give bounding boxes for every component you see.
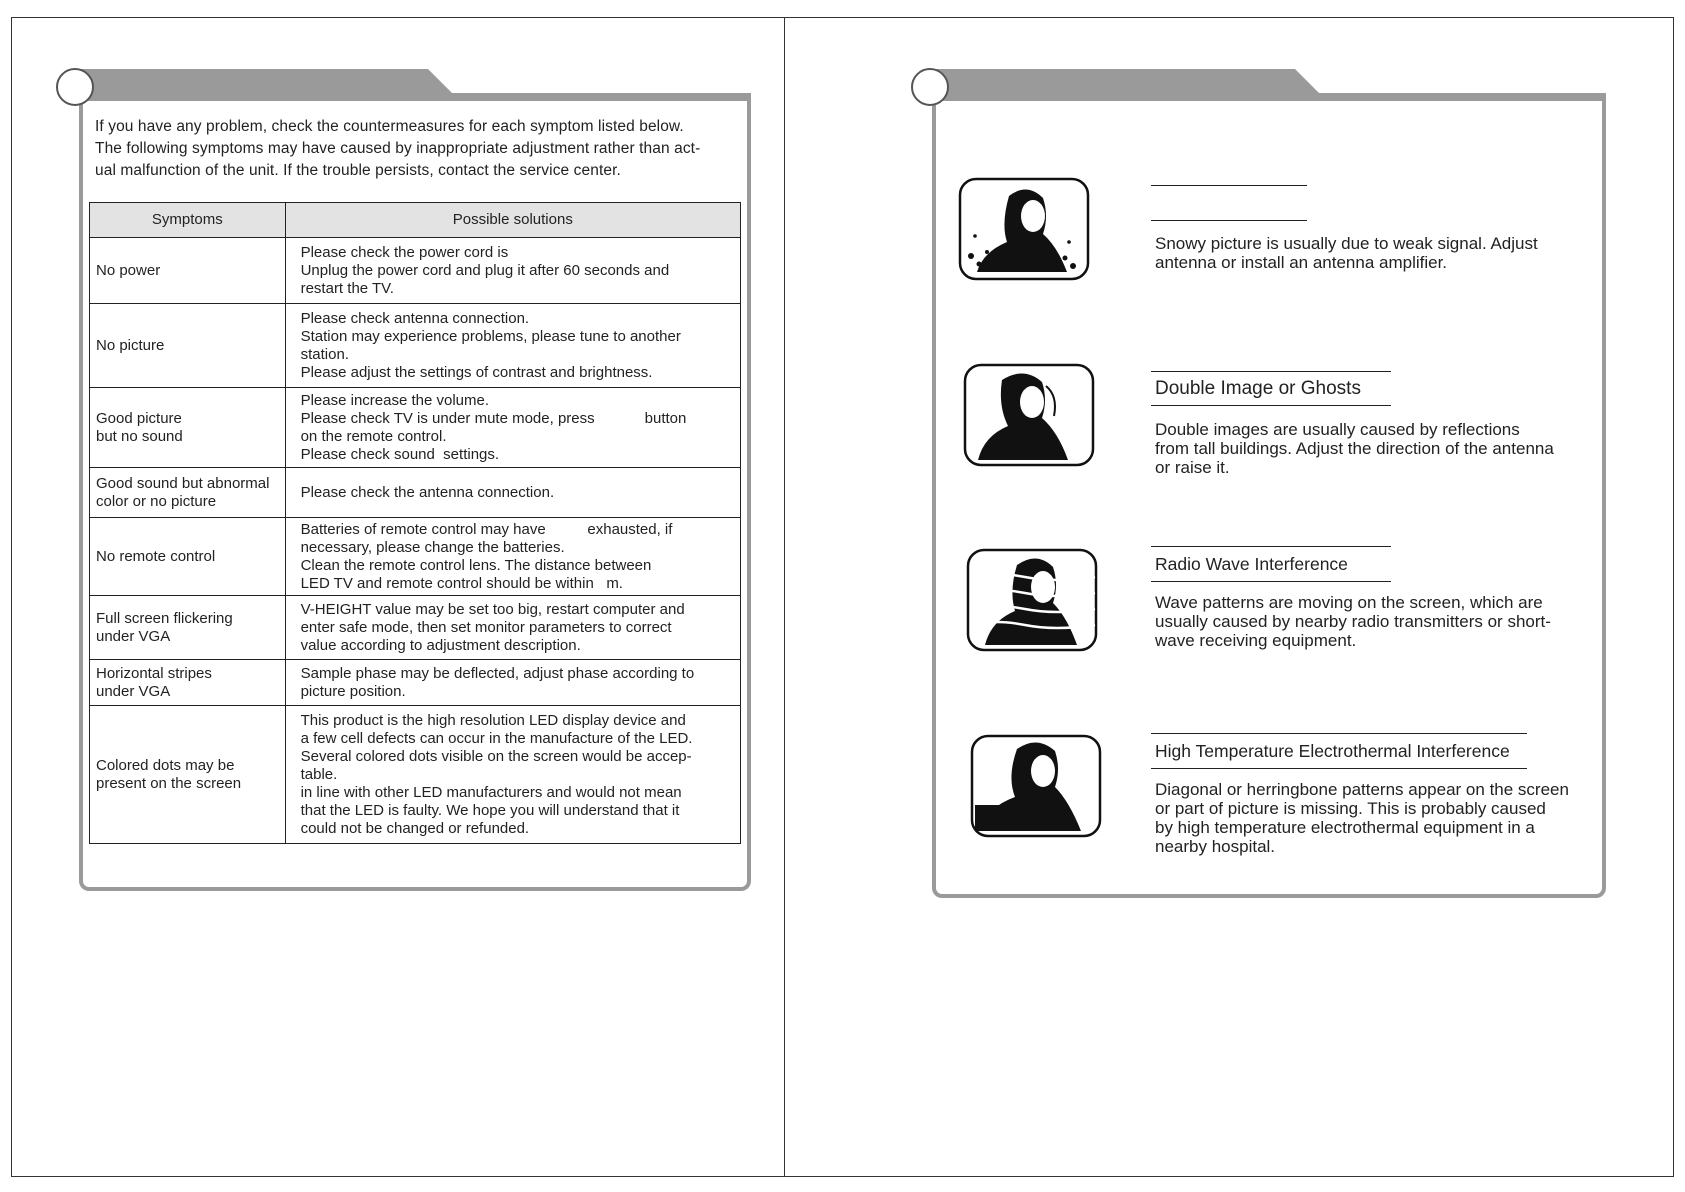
solution-line: Please adjust the settings of contrast and brightness. — [300, 363, 653, 381]
symptom-line: under VGA — [96, 682, 171, 700]
item2-title: Double Image or Ghosts — [1155, 378, 1361, 399]
description-line: or raise it. — [1155, 458, 1230, 477]
solution-line: that the LED is faulty. We hope you will understand that it — [300, 801, 680, 819]
solution-cell — [285, 304, 740, 388]
solution-cell — [285, 596, 740, 660]
solution-line: Sample phase may be deflected, adjust phase according to — [300, 664, 695, 682]
symptom-line: color or no picture — [96, 492, 217, 510]
solution-cell — [285, 518, 740, 596]
solution-line: Clean the remote control lens. The distance between — [300, 556, 652, 574]
solution-line: V-HEIGHT value may be set too big, restart computer and — [300, 600, 685, 618]
table-row — [90, 706, 741, 844]
solution-line: Several colored dots visible on the screen would be accep- — [300, 747, 692, 765]
table-row — [90, 468, 741, 518]
solution-line: Please check antenna connection. — [300, 309, 530, 327]
description-line: Wave patterns are moving on the screen, which are — [1155, 593, 1543, 612]
tv-snowy-picture-icon — [957, 176, 1091, 282]
solution-line: value according to adjustment description. — [300, 636, 581, 654]
solution-cell — [285, 706, 740, 844]
symptom-line: Full screen flickering — [96, 609, 233, 627]
description-line: nearby hospital. — [1155, 837, 1276, 856]
solution-line: could not be changed or refunded. — [300, 819, 530, 837]
symptom-cell — [90, 388, 286, 468]
symptom-line: No power — [96, 261, 161, 279]
header-solutions: Possible solutions — [285, 203, 740, 238]
description-line: wave receiving equipment. — [1155, 631, 1357, 650]
item1-rule-bottom — [1151, 220, 1307, 221]
description-line: usually caused by nearby radio transmitters or short- — [1155, 612, 1551, 631]
item4-rule-top — [1151, 733, 1527, 734]
solution-cell — [285, 468, 740, 518]
item1-description — [1155, 234, 1538, 272]
description-line: Double images are usually caused by reflections — [1155, 420, 1520, 439]
item3-rule-top — [1151, 546, 1391, 547]
tv-electrothermal-icon — [969, 733, 1103, 839]
item4-rule-bottom — [1151, 768, 1527, 769]
right-section-circle-icon — [911, 68, 949, 106]
item4-title: High Temperature Electrothermal Interference — [1155, 741, 1510, 761]
solution-line: Please check sound settings. — [300, 445, 500, 463]
symptom-line: but no sound — [96, 427, 183, 445]
item3-rule-bottom — [1151, 581, 1391, 582]
symptom-cell — [90, 468, 286, 518]
intro-text — [95, 116, 755, 182]
troubleshooting-table — [89, 202, 741, 844]
item2-rule-top — [1151, 371, 1391, 372]
table-row — [90, 518, 741, 596]
symptom-cell — [90, 518, 286, 596]
symptom-line: under VGA — [96, 627, 171, 645]
solution-line: LED TV and remote control should be within m. — [300, 574, 623, 592]
description-line: or part of picture is missing. This is probably caused — [1155, 799, 1546, 818]
solution-line: Please check TV is under mute mode, press button — [300, 409, 687, 427]
solution-line: enter safe mode, then set monitor parameters to correct — [300, 618, 672, 636]
symptom-line: Good picture — [96, 409, 182, 427]
symptom-line: No picture — [96, 336, 165, 354]
solution-line: Please check the power cord is — [300, 243, 509, 261]
intro-line: The following symptoms may have caused by inappropriate adjustment rather than act- — [95, 140, 701, 157]
solution-line: Station may experience problems, please tune to another — [300, 327, 681, 345]
symptom-cell — [90, 660, 286, 706]
description-line: antenna or install an antenna amplifier. — [1155, 253, 1448, 272]
table-row — [90, 596, 741, 660]
symptom-line: Colored dots may be — [96, 756, 235, 774]
symptom-line: No remote control — [96, 547, 216, 565]
intro-line: If you have any problem, check the countermeasures for each symptom listed below. — [95, 118, 684, 135]
description-line: Snowy picture is usually due to weak signal. Adjust — [1155, 234, 1538, 253]
solution-line: restart the TV. — [300, 279, 394, 297]
description-line: by high temperature electrothermal equipment in a — [1155, 818, 1535, 837]
solution-line: Batteries of remote control may have exhausted, if — [300, 520, 673, 538]
symptom-cell — [90, 304, 286, 388]
header-symptoms: Symptoms — [90, 203, 286, 238]
symptom-line: Horizontal stripes — [96, 664, 212, 682]
item3-description — [1155, 593, 1551, 650]
symptom-cell — [90, 238, 286, 304]
description-line: from tall buildings. Adjust the direction of the antenna — [1155, 439, 1554, 458]
tv-ghost-image-icon — [962, 362, 1096, 468]
symptom-cell — [90, 596, 286, 660]
item4-description — [1155, 780, 1569, 856]
solution-line: necessary, please change the batteries. — [300, 538, 565, 556]
tv-wave-interference-icon — [965, 547, 1099, 653]
solution-line: picture position. — [300, 682, 406, 700]
solution-line: Please increase the volume. — [300, 391, 490, 409]
solution-line: Please check the antenna connection. — [300, 483, 555, 501]
symptom-line: Good sound but abnormal — [96, 474, 270, 492]
item2-rule-bottom — [1151, 405, 1391, 406]
left-section-circle-icon — [56, 68, 94, 106]
solution-line: station. — [300, 345, 349, 363]
item2-description — [1155, 420, 1554, 477]
solution-line: This product is the high resolution LED display device and — [300, 711, 686, 729]
item1-rule-top — [1151, 185, 1307, 186]
symptom-cell — [90, 706, 286, 844]
symptom-line: present on the screen — [96, 774, 242, 792]
solution-line: a few cell defects can occur in the manufacture of the LED. — [300, 729, 693, 747]
solution-line: Unplug the power cord and plug it after 60 seconds and — [300, 261, 670, 279]
table-row — [90, 388, 741, 468]
table-row — [90, 238, 741, 304]
solution-cell — [285, 388, 740, 468]
item3-title: Radio Wave Interference — [1155, 554, 1348, 574]
solution-line: in line with other LED manufacturers and would not mean — [300, 783, 682, 801]
table-header-row — [90, 203, 741, 238]
solution-line: on the remote control. — [300, 427, 447, 445]
intro-line: ual malfunction of the unit. If the trouble persists, contact the service center. — [95, 162, 621, 179]
description-line: Diagonal or herringbone patterns appear on the screen — [1155, 780, 1569, 799]
solution-cell — [285, 660, 740, 706]
table-row — [90, 660, 741, 706]
solution-line: table. — [300, 765, 338, 783]
table-row — [90, 304, 741, 388]
solution-cell — [285, 238, 740, 304]
